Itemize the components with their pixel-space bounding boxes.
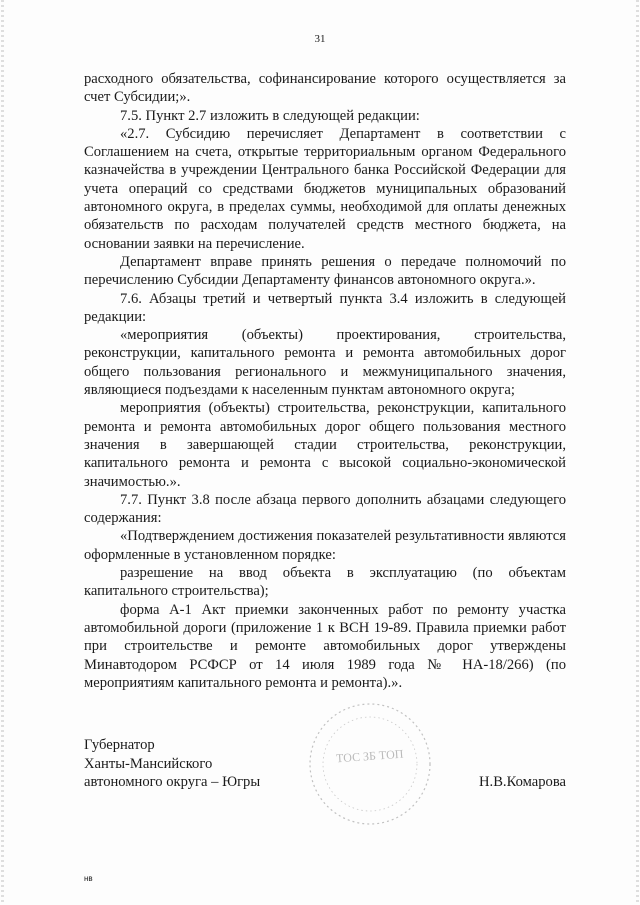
paragraph: мероприятия (объекты) строительства, реконструкции, капитального ремонта и ремонта автомобильных дорог общего пользования местного значения в завершающей стадии строительства, реконструкции, капитального ремонта и ремонта с высокой социально-экономической значимостью.». (84, 400, 566, 490)
document-body (84, 70, 566, 692)
paragraph: «мероприятия (объекты) проектирования, строительства, реконструкции, капитального ремонта и ремонта автомобильных дорог общего пользования регионального и межмуниципального значения, являющиеся подъездами к населенным пунктам автономного округа; (84, 327, 566, 399)
paragraph: расходного обязательства, софинансирование которого осуществляется за счет Субсидии;». (84, 71, 566, 106)
signatory-title-line: Губернатор (84, 737, 155, 753)
page-number: 31 (314, 33, 326, 45)
paragraph: Департамент вправе принять решения о передаче полномочий по перечислению Субсидии Департаменту финансов автономного округа.». (84, 253, 566, 289)
scan-edge-left (1, 0, 4, 905)
signatory-title-line: автономного округа – Югры (84, 774, 261, 790)
stamp-text: ТОС ЗБ ТОП (335, 746, 404, 766)
executor-initials: нв (84, 874, 93, 883)
paragraph: «2.7. Субсидию перечисляет Департамент в соответствии с Соглашением на счета, открытые территориальным органом Федерального казначейства в учреждении Центрального банка Российской Федерации для учета операций со средствами бюджетов муниципальных образований автономного округа, в пределах суммы, необходимой для оплаты денежных обязательств по расходам получателей средств местного бюджета, на основании заявки на перечисление. (84, 125, 566, 252)
signature-block (84, 736, 566, 792)
signatory-name: Н.В.Комарова (479, 774, 566, 790)
paragraph: «Подтверждением достижения показателей результативности являются оформленные в установленном порядке: (84, 528, 566, 563)
paragraph: 7.6. Абзацы третий и четвертый пункта 3.4 изложить в следующей редакции: (84, 290, 566, 325)
paragraph: 7.7. Пункт 3.8 после абзаца первого дополнить абзацами следующего содержания: (84, 491, 566, 527)
paragraph: форма А-1 Акт приемки законченных работ по ремонту участка автомобильной дороги (приложение 1 к ВСН 19-89. Правила приемки работ при строительстве и ремонте автомобильных дорог утверждены Минавтодором РСФСР от 14 июля 1989 года № НА-18/266) (по мероприятиям капитального ремонта и ремонта).». (84, 601, 566, 691)
paragraph: разрешение на ввод объекта в эксплуатацию (по объектам капитального строительства); (84, 565, 566, 600)
scan-edge-right (636, 0, 639, 905)
paragraph: 7.5. Пункт 2.7 изложить в следующей редакции: (120, 107, 420, 124)
signatory-title-line: Ханты-Мансийского (84, 755, 213, 772)
